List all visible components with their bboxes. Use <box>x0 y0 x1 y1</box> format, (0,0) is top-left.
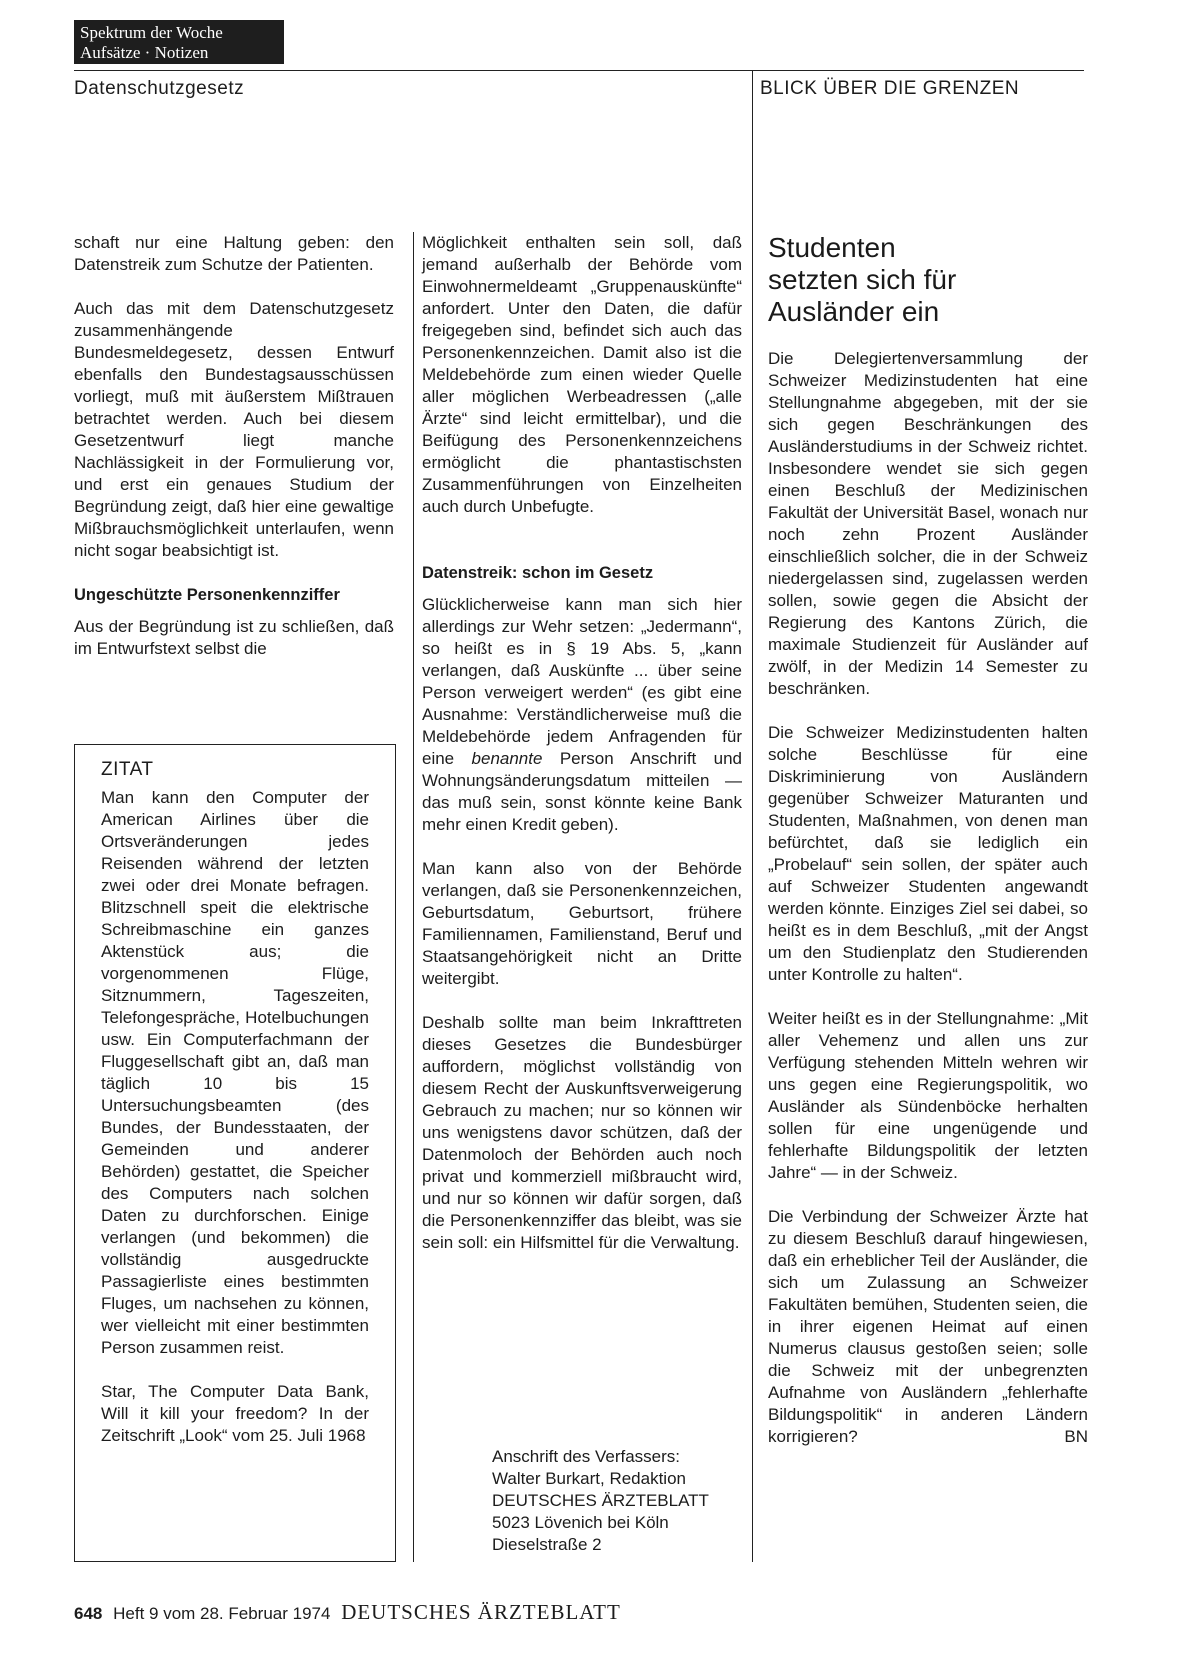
address-line: Dieselstraße 2 <box>492 1535 602 1554</box>
issue-info: Heft 9 vom 28. Februar 1974 <box>113 1604 331 1623</box>
paragraph: Auch das mit dem Datenschutzgesetz zusammenhängende Bundesmeldegesetz, dessen Entwurf ebenfalls den Bundestagsausschüssen vorliegt, muß mit äußerstem Mißtrauen betrachtet werden. Auch bei diesem Gesetzentwurf liegt manche Nachlässigkeit in der Formulierung vor, und erst ein genaues Studium der Begründung zeigt, daß hier eine gewaltige Mißbrauchsmöglichkeit unterlaufen, wenn nicht sogar beabsichtigt ist. <box>74 299 394 560</box>
badge-line-1: Spektrum der Woche <box>80 23 223 42</box>
header-rule <box>74 70 1084 71</box>
paragraph: Möglichkeit enthalten sein soll, daß jemand außerhalb der Behörde vom Einwohnermeldeamt „Gruppenauskünfte“ anfordert. Unter den Daten, die dafür freigegeben sind, befindet sich auch das Personenkennzeichen. Damit also ist die Meldebehörde zum einen wieder Quelle aller möglichen Werbeadressen („alle Ärzte“ sind leicht ermittelbar), und die Beifügung des Personenkennzeichens ermöglicht die phantastischsten Zusammenführungen von Einzelheiten auch durch Unbefugte. <box>422 233 742 516</box>
column-divider-right <box>752 70 753 1562</box>
text-run: Die Verbindung der Schweizer Ärzte hat zu diesem Beschluß darauf hingewiesen, daß ein erheblicher Teil der Ausländer, die sich um Zulassung an Schweizer Fakultäten bemühen, Studenten seien, die in ihrer eigenen Heimat auf einen Numerus clausus gestoßen seien; solle die Schweiz mit der unbegrenzten Aufnahme von Ausländern „fehlerhafte Bildungspolitik“ in anderen Ländern korrigieren? <box>768 1207 1088 1446</box>
paragraph: Man kann also von der Behörde verlangen, daß sie Personenkennzeichen, Geburtsdatum, Geburtsort, frühere Familiennamen, Familienstand, Beruf und Staatsangehörigkeit nicht an Dritte weitergibt. <box>422 859 742 988</box>
headline-line: Studenten <box>768 232 896 263</box>
page-footer <box>74 1600 621 1625</box>
section-badge <box>74 20 284 64</box>
magazine-name: DEUTSCHES ÄRZTEBLATT <box>341 1600 621 1624</box>
paragraph: Deshalb sollte man beim Inkrafttreten dieses Gesetzes die Bundesbürger auffordern, möglichst vollständig von diesem Recht der Auskunftsverweigerung Gebrauch zu machen; nur so können wir uns wenigstens davor schützen, daß der Datenmoloch der Behörden auch noch privat und kommerziell mißbraucht wird, und nur so können wir dafür sorgen, daß die Personenkennziffer das bleibt, was sie sein soll: ein Hilfsmittel für die Verwaltung. <box>422 1013 742 1252</box>
author-signature: BN <box>1064 1427 1088 1446</box>
page-number: 648 <box>74 1604 103 1623</box>
address-line: DEUTSCHES ÄRZTEBLATT <box>492 1491 709 1510</box>
subheading: Ungeschützte Personenkennziffer <box>74 586 340 604</box>
section-title-right: BLICK ÜBER DIE GRENZEN <box>760 78 1020 99</box>
paragraph: Weiter heißt es in der Stellungnahme: „Mit aller Vehemenz und allen uns zur Verfügung stehenden Mitteln wehren wir uns gegen eine Regierungspolitik, wo Ausländer als Sündenböcke herhalten sollen für eine ungenügende und fehlerhafte Bildungspolitik der letzten Jahre“ — in der Schweiz. <box>768 1009 1088 1182</box>
quote-source: Star, The Computer Data Bank, Will it kill your freedom? In der Zeitschrift „Look“ vom 25. Juli 1968 <box>101 1382 369 1445</box>
address-line: Anschrift des Verfassers: <box>492 1447 681 1466</box>
headline-line: Ausländer ein <box>768 296 940 327</box>
text-run: Glücklicherweise kann man sich hier allerdings zur Wehr setzen: „Jedermann“, so heißt es in § 19 Abs. 5, „kann verlangen, daß Auskünfte ... über seine Person verweigert werden“ (es gibt eine Ausnahme: Verständlicherweise muß die Meldebehörde jedem Anfragenden für eine <box>422 595 742 768</box>
article-headline <box>768 232 1088 328</box>
author-address <box>492 1446 709 1556</box>
section-title-left: Datenschutzgesetz <box>74 78 245 99</box>
paragraph <box>422 594 742 836</box>
emphasis: benannte <box>471 749 543 768</box>
column-2 <box>422 232 742 1276</box>
paragraph: Aus der Begründung ist zu schließen, daß im Entwurfstext selbst die <box>74 617 394 658</box>
column-1 <box>74 232 394 660</box>
quote-title: ZITAT <box>101 759 154 780</box>
paragraph: Die Delegiertenversammlung der Schweizer Medizinstudenten hat eine Stellungnahme abgegeben, mit der sie sich gegen Beschränkungen des Ausländerstudiums in der Schweiz richtet. Insbesondere wendet sie sich gegen einen Beschluß der Medizinischen Fakultät der Universität Basel, wonach nur noch zehn Prozent Ausländer einschließlich solcher, die in der Schweiz niedergelassen sind, zugelassen werden sollen, sowie gegen die Absicht der Regierung des Kantons Zürich, die maximale Studienzeit für Ausländer auf zwölf, in der Medizin 14 Semester zu beschränken. <box>768 349 1088 698</box>
address-line: Walter Burkart, Redaktion <box>492 1469 686 1488</box>
column-3 <box>768 232 1088 1448</box>
subheading: Datenstreik: schon im Gesetz <box>422 564 654 582</box>
paragraph <box>768 1206 1088 1448</box>
paragraph: Die Schweizer Medizinstudenten halten solche Beschlüsse für eine Diskriminierung von Ausländern gegenüber Schweizer Maturanten und Studenten, Maßnahmen, von denen man befürchtet, daß sie lediglich ein „Probelauf“ sein sollen, der später auch auf Schweizer Studenten angewandt werden könnte. Einziges Ziel sei dabei, so heißt es in dem Beschluß, „mit der Angst um den Studienplatz den Studierenden unter Kontrolle zu halten“. <box>768 723 1088 984</box>
quote-text: Man kann den Computer der American Airlines über die Ortsveränderungen jedes Reisenden während der letzten zwei oder drei Monate befragen. Blitzschnell speit die elektrische Schreibmaschine ein ganzes Aktenstück aus; die vorgenommenen Flüge, Sitznummern, Tageszeiten, Telefongespräche, Hotelbuchungen usw. Ein Computerfachmann der Fluggesellschaft gibt an, daß man täglich 10 bis 15 Untersuchungsbeamten (des Bundes, der Bundesstaaten, der Gemeinden und anderer Behörden) gestattet, die Speicher des Computers nach solchen Daten zu durchforschen. Einige verlangen (und bekommen) die vollständig ausgedruckte Passagierliste eines bestimmten Fluges, um nachsehen zu können, wer vielleicht mit einer bestimmten Person zusammen reist. <box>101 788 369 1357</box>
text-run: Person Anschrift und Wohnungsänderungsdatum mitteilen — das muß sein, sonst könnte keine Bank mehr einen Kredit geben). <box>422 749 743 834</box>
quote-box <box>74 744 396 1562</box>
paragraph: schaft nur eine Haltung geben: den Datenstreik zum Schutze der Patienten. <box>74 233 394 274</box>
headline-line: setzten sich für <box>768 264 957 295</box>
column-divider-center <box>413 232 414 1562</box>
address-line: 5023 Lövenich bei Köln <box>492 1513 669 1532</box>
badge-line-2: Aufsätze · Notizen <box>80 43 209 62</box>
